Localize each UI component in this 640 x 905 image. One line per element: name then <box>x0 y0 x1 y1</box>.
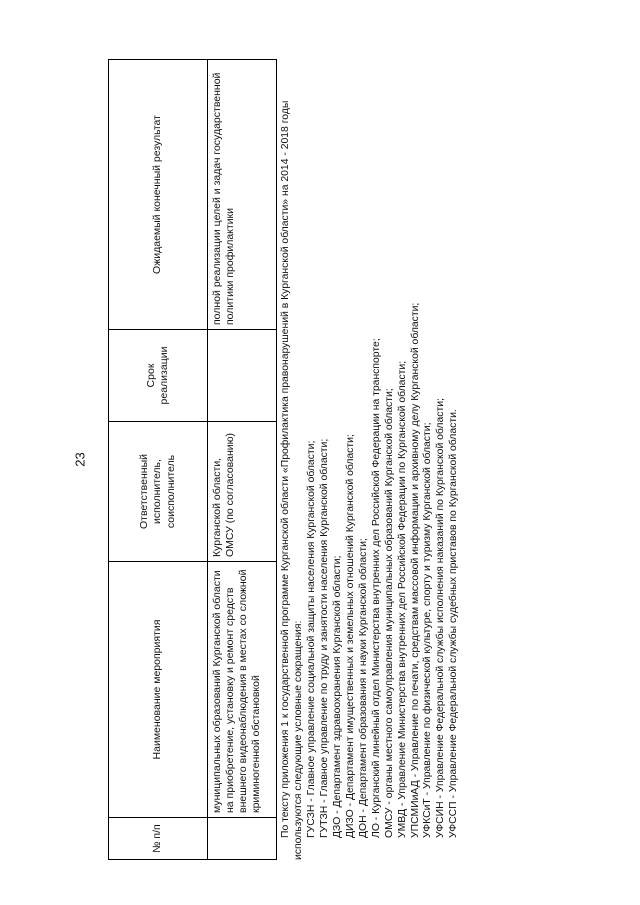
row-number <box>208 818 277 860</box>
table-row <box>208 60 277 860</box>
abbreviations-footnote <box>280 60 461 860</box>
abbreviation-item: ГУСЗН - Главное управление социальной защиты населения Курганской области; <box>305 440 317 838</box>
abbreviation-item: УФССП - Управление Федеральной службы судебных приставов по Курганской области. <box>448 409 460 838</box>
program-activities-table <box>108 59 277 860</box>
abbreviation-item: УПСМИиАД - Управление по печати, средствам массовой информации и архивному делу Курганской области; <box>409 302 421 838</box>
row-result: полной реализации целей и задач государственной политики профилактики <box>208 60 277 330</box>
column-header-number: № п/п <box>109 818 208 860</box>
abbreviation-item: ОМСУ - органы местного самоуправления муниципальных образований Курганской области; <box>383 388 395 838</box>
abbreviation-item: ЛО - Курганский линейный отдел Министерства внутренних дел Российской Федерации на транспорте; <box>370 338 382 838</box>
abbreviation-item: ДИЗО - Департамент имущественных и земельных отношений Курганской области; <box>344 434 356 838</box>
abbreviation-item: УФКСиТ - Управление по физической культуре, спорту и туризму Курганской области; <box>422 422 434 838</box>
column-header-activity: Наименование мероприятия <box>109 562 208 818</box>
abbreviation-item: ДОН - Департамент образования и науки Курганской области; <box>357 538 369 838</box>
column-header-executor: Ответственный исполнитель, соисполнитель <box>109 422 208 562</box>
row-activity: муниципальных образований Курганской области на приобретение, установку и ремонт средств внешнего видеонаблюдения в местах со сложной криминогенной обстановкой <box>208 562 277 818</box>
abbreviation-item: УМВД - Управление Министерства внутренних дел Российской Федерации по Курганской области; <box>396 360 408 838</box>
abbreviation-item: УФСИН - Управление Федеральной службы исполнения наказаний по Курганской области; <box>435 398 447 838</box>
footnote-intro: По тексту приложения 1 к государственной программе Курганской области «Профилактика правонарушений в Курганской области» на 2014 - 2018 годы используются следующие условные сокращения: <box>280 100 304 860</box>
table-header-row <box>109 60 208 860</box>
column-header-term: Срок реализации <box>109 330 208 422</box>
column-header-result: Ожидаемый конечный результат <box>109 60 208 330</box>
row-term <box>208 330 277 422</box>
abbreviation-item: ГУТЗН - Главное управление по труду и занятости населения Курганской области; <box>318 438 330 838</box>
rotated-page-content <box>108 60 468 860</box>
page-number: 23 <box>72 452 88 467</box>
abbreviation-item: ДЗО - Департамент здравоохранения Курганской области; <box>331 555 343 838</box>
row-executor: Курганской области, ОМСУ (по согласованию) <box>208 422 277 562</box>
